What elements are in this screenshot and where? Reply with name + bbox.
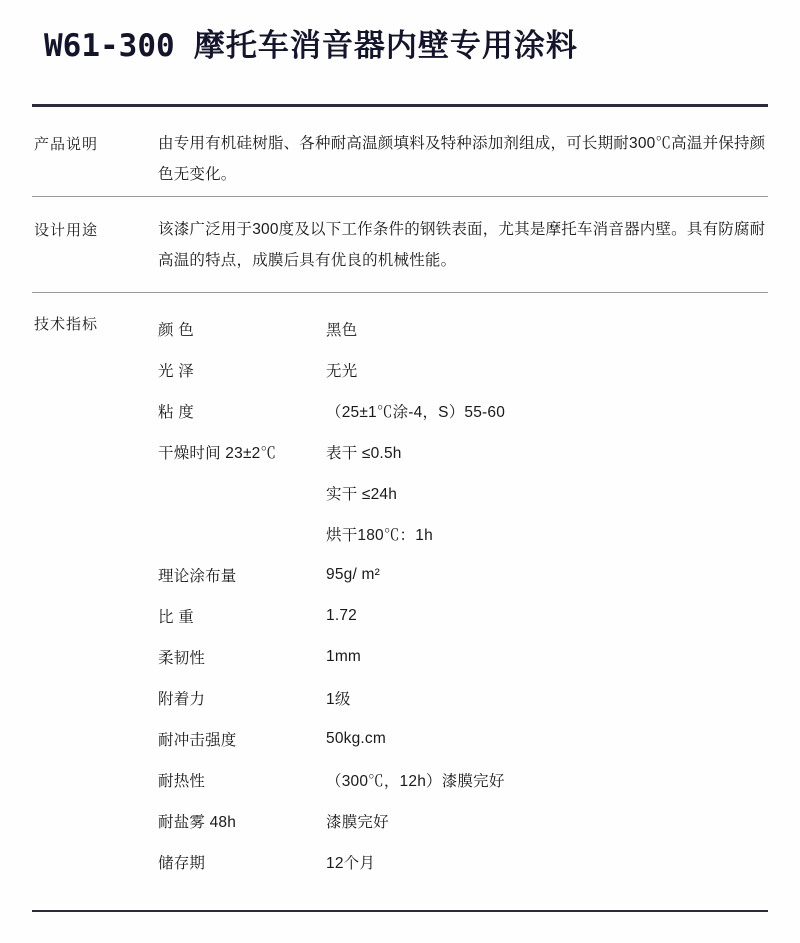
spec-name [158,472,326,513]
spec-value: 1级 [326,690,351,708]
divider-bottom [32,910,768,912]
spec-name: 储存期 [158,854,206,872]
table-row [158,431,770,472]
section-label-specs: 技术指标 [34,316,99,333]
spec-name: 光 泽 [158,362,194,380]
table-row [158,554,770,595]
table-row [158,349,770,390]
spec-name: 耐盐雾 48h [158,813,237,831]
divider-2 [32,292,768,293]
spec-value: 1.72 [326,606,357,624]
divider-top [32,104,768,107]
table-row [158,390,770,431]
table-row [158,677,770,718]
spec-value: 黑色 [326,321,358,339]
spec-name: 理论涂布量 [158,567,237,585]
table-row [158,636,770,677]
table-row [158,595,770,636]
spec-value: 无光 [326,362,358,380]
specs-table-body [158,308,770,882]
spec-value: （25±1℃涂-4，S）55-60 [326,403,506,421]
section-label-description: 产品说明 [34,136,99,153]
spec-name: 附着力 [158,690,206,708]
spec-value: （300℃，12h）漆膜完好 [326,772,505,790]
spec-name: 颜 色 [158,321,194,339]
product-name: 摩托车消音器内壁专用涂料 [193,28,578,63]
table-row [158,841,770,882]
spec-name: 柔韧性 [158,649,206,667]
spec-name [158,513,326,554]
table-row [158,759,770,800]
spec-name: 粘 度 [158,403,194,421]
section-text-use: 该漆广泛用于300度及以下工作条件的钢铁表面，尤其是摩托车消音器内壁。具有防腐耐高温的特点，成膜后具有优良的机械性能。 [158,221,766,269]
section-label-use: 设计用途 [34,222,99,239]
spec-value: 表干 ≤0.5h [326,444,402,462]
table-row [158,513,770,554]
spec-value: 50kg.cm [326,729,386,747]
spec-name: 耐冲击强度 [158,731,237,749]
page-title [44,20,578,65]
spec-value: 实干 ≤24h [326,485,398,503]
divider-1 [32,196,768,197]
spec-value: 12个月 [326,854,376,872]
product-code: W61-300 [44,28,175,64]
specs-table [158,308,770,882]
spec-name: 比 重 [158,608,194,626]
spec-name: 耐热性 [158,772,206,790]
section-text-description: 由专用有机硅树脂、各种耐高温颜填料及特种添加剂组成，可长期耐300℃高温并保持颜色无变化。 [158,135,766,183]
table-row [158,472,770,513]
table-row [158,800,770,841]
spec-value: 1mm [326,647,362,665]
spec-value: 漆膜完好 [326,813,389,831]
table-row [158,718,770,759]
spec-value: 95g/ m² [326,565,380,583]
spec-name: 干燥时间 23±2℃ [158,444,277,462]
spec-value: 烘干180℃：1h [326,526,433,544]
table-row [158,308,770,349]
